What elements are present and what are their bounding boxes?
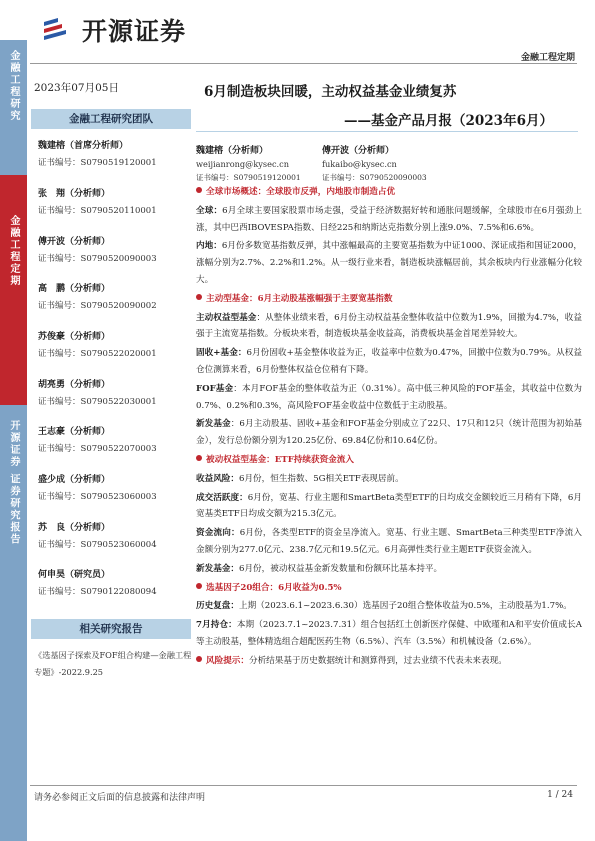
summary-paragraph: FOF基金：本月FOF基金的整体收益为正（0.31%）。高中低三种风险的FOF基金，其收益中位数为0.7%、0.2%和0.3%，高风险FOF基金收益中位数低于主动股基。 <box>196 383 582 411</box>
header-divider <box>30 63 577 64</box>
analyst-cert: 证书编号：S0790520090002 <box>38 301 157 311</box>
author-name: 魏建榕（分析师） <box>196 146 269 156</box>
summary-paragraph: 资金流向：6月份，各类型ETF的资金呈净流入。宽基、行业主题、SmartBeta三种类型ETF净流入金额分别为277.0亿元、238.7亿元和19.5亿元。6月高弹性类行业主题ETF获资金流入。 <box>196 528 582 555</box>
analyst-name: 王志豪（分析师） <box>38 427 111 437</box>
analyst-entry <box>38 567 198 597</box>
bullet-icon <box>196 455 202 461</box>
analyst-cert: 证书编号：S0790522070003 <box>38 444 157 454</box>
risk-warning: 风险提示：分析结果基于历史数据统计和测算得到，过去业绩不代表未来表现。 <box>196 653 582 670</box>
analyst-entry <box>38 281 198 311</box>
summary-paragraph: 固收+基金：6月份固收+基金整体收益为正，收益率中位数为0.47%，回撤中位数为0.79%。从权益仓位测算来看，6月份整体权益仓位稍有下降。 <box>196 348 582 375</box>
summary-paragraph: 新发基金：6月主动股基、固收+基金和FOF基金分别成立了22只、17只和12只（统计范围为初始基金），发行总份额分别为120.25亿份、69.84亿份和10.64亿份。 <box>196 419 582 447</box>
summary-paragraph: 收益风险：6月份，恒生指数、5G相关ETF表现居前。 <box>196 473 404 484</box>
summary-paragraph: 成交活跃度：6月份，宽基、行业主题和SmartBeta类型ETF的日均成交金额较近三月稍有下降，6月宽基类ETF日均成交额为215.3亿元。 <box>196 492 582 520</box>
analyst-cert: 证书编号：S0790122080094 <box>38 587 157 597</box>
analyst-entry <box>38 234 198 264</box>
sidebar-segment-periodic <box>0 175 27 405</box>
analyst-name: 高 鹏（分析师） <box>38 284 111 294</box>
analyst-cert: 证书编号：S0790520090003 <box>38 254 157 264</box>
analyst-entry <box>38 138 198 168</box>
author-block <box>322 143 427 183</box>
analyst-cert: 证书编号：S0790522020001 <box>38 349 157 359</box>
team-title-bar: 金融工程研究团队 <box>31 109 191 129</box>
analyst-name: 何申昊（研究员） <box>38 570 111 580</box>
analyst-cert: 证书编号：S0790523060004 <box>38 540 157 550</box>
section-heading: 主动型基金：6月主动股基涨幅强于主要宽基指数 <box>196 291 582 308</box>
analyst-name: 盛少成（分析师） <box>38 475 111 485</box>
analyst-entry <box>38 472 198 502</box>
sidebar-label-report: 开源证券 证券研究报告 <box>8 420 19 546</box>
bullet-icon <box>196 583 202 589</box>
summary-paragraph: 主动权益型基金：从整体业绩来看，6月份主动权益基金整体收益中位数为1.9%，回撤为4.7%，收益强于主流宽基指数。分板块来看，制造板块基金收益高，消费板块基金首尾差异较大。 <box>196 312 582 340</box>
analyst-entry <box>38 186 198 216</box>
report-subtitle: ——基金产品月报（2023年6月） <box>344 113 553 129</box>
bullet-icon <box>196 294 202 300</box>
sidebar-label-research: 金融工程研究 <box>8 50 19 122</box>
kaiyuan-logo-icon <box>42 15 72 45</box>
author-cert: 证书编号：S0790520090003 <box>322 173 427 182</box>
left-color-sidebar <box>0 40 27 841</box>
page-number: 1 / 24 <box>547 790 573 800</box>
report-category-tag: 金融工程定期 <box>520 53 575 63</box>
author-name: 傅开波（分析师） <box>322 146 395 156</box>
related-report-link[interactable]: 《选基因子探索及FOF组合构建—金融工程专题》-2022.9.25 <box>34 650 192 677</box>
related-reports-title-bar: 相关研究报告 <box>31 619 191 639</box>
bullet-icon <box>196 656 202 662</box>
analyst-name: 张 翔（分析师） <box>38 189 111 199</box>
summary-paragraph: 新发基金：6月份，被动权益基金新发数量和份额环比基本持平。 <box>196 563 443 574</box>
footer-disclaimer: 请务必参阅正文后面的信息披露和法律声明 <box>34 793 206 803</box>
analyst-cert: 证书编号：S0790523060003 <box>38 492 157 502</box>
sidebar-label-periodic: 金融工程定期 <box>8 215 19 287</box>
analyst-cert: 证书编号：S0790520110001 <box>38 206 157 216</box>
analyst-entry <box>38 520 198 550</box>
summary-paragraph: 内地：6月份多数宽基指数反弹，其中涨幅最高的主要宽基指数为中证1000、深证成指和国证2000，涨幅分别为2.7%、2.2%和1.2%。从一级行业来看，制造板块涨幅居前，其余板块内行业涨幅分化较大。 <box>196 241 582 285</box>
report-title: 6月制造板块回暖，主动权益基金业绩复苏 <box>204 84 457 100</box>
section-heading: 选基因子20组合：6月收益为0.5% <box>196 580 582 597</box>
sidebar-segment-report <box>0 405 27 841</box>
footer-divider <box>30 785 577 786</box>
analyst-name: 魏建榕（首席分析师） <box>38 141 129 151</box>
analyst-entry <box>38 329 198 359</box>
author-block <box>196 143 301 183</box>
analyst-name: 胡亮勇（分析师） <box>38 380 111 390</box>
section-heading: 全球市场概述：全球股市反弹，内地股市制造占优 <box>196 184 582 201</box>
authors-divider <box>196 131 578 132</box>
analyst-name: 傅开波（分析师） <box>38 237 111 247</box>
author-cert: 证书编号：S0790519120001 <box>196 173 301 182</box>
author-email[interactable]: fukaibo@kysec.cn <box>322 159 397 169</box>
report-summary <box>196 184 582 672</box>
report-date: 2023年07月05日 <box>34 82 119 94</box>
summary-paragraph: 全球：6月全球主要国家股票市场走强，受益于经济数据好转和通胀问题缓解，全球股市在6月强劲上涨，其中巴西IBOVESPA指数、日经225和纳斯达克指数分别上涨9.0%、7.5%和6.6%。 <box>196 205 582 233</box>
brand-name: 开源证券 <box>82 17 187 46</box>
bullet-icon <box>196 187 202 193</box>
section-heading: 被动权益型基金：ETF持续获资金流入 <box>196 452 582 469</box>
sidebar-segment-research <box>0 40 27 175</box>
analyst-entry <box>38 377 198 407</box>
analyst-entry <box>38 424 198 454</box>
analyst-cert: 证书编号：S0790522030001 <box>38 397 157 407</box>
summary-paragraph: 历史复盘：上期（2023.6.1~2023.6.30）选基因子20组合整体收益为0.5%，主动股基为1.7%。 <box>196 601 572 612</box>
analyst-name: 苏俊豪（分析师） <box>38 332 111 342</box>
author-email[interactable]: weijianrong@kysec.cn <box>196 159 290 169</box>
analyst-name: 苏 良（分析师） <box>38 523 111 533</box>
analyst-cert: 证书编号：S0790519120001 <box>38 158 157 168</box>
summary-paragraph: 7月持仓：本期（2023.7.1~2023.7.31）组合包括红土创新医疗保健、中欧瑾和A和平安价值成长A等主动股基，整体精选组合超配医药生物（6.5%）、汽车（3.5%）和机械设备（2.6%）。 <box>196 620 582 647</box>
